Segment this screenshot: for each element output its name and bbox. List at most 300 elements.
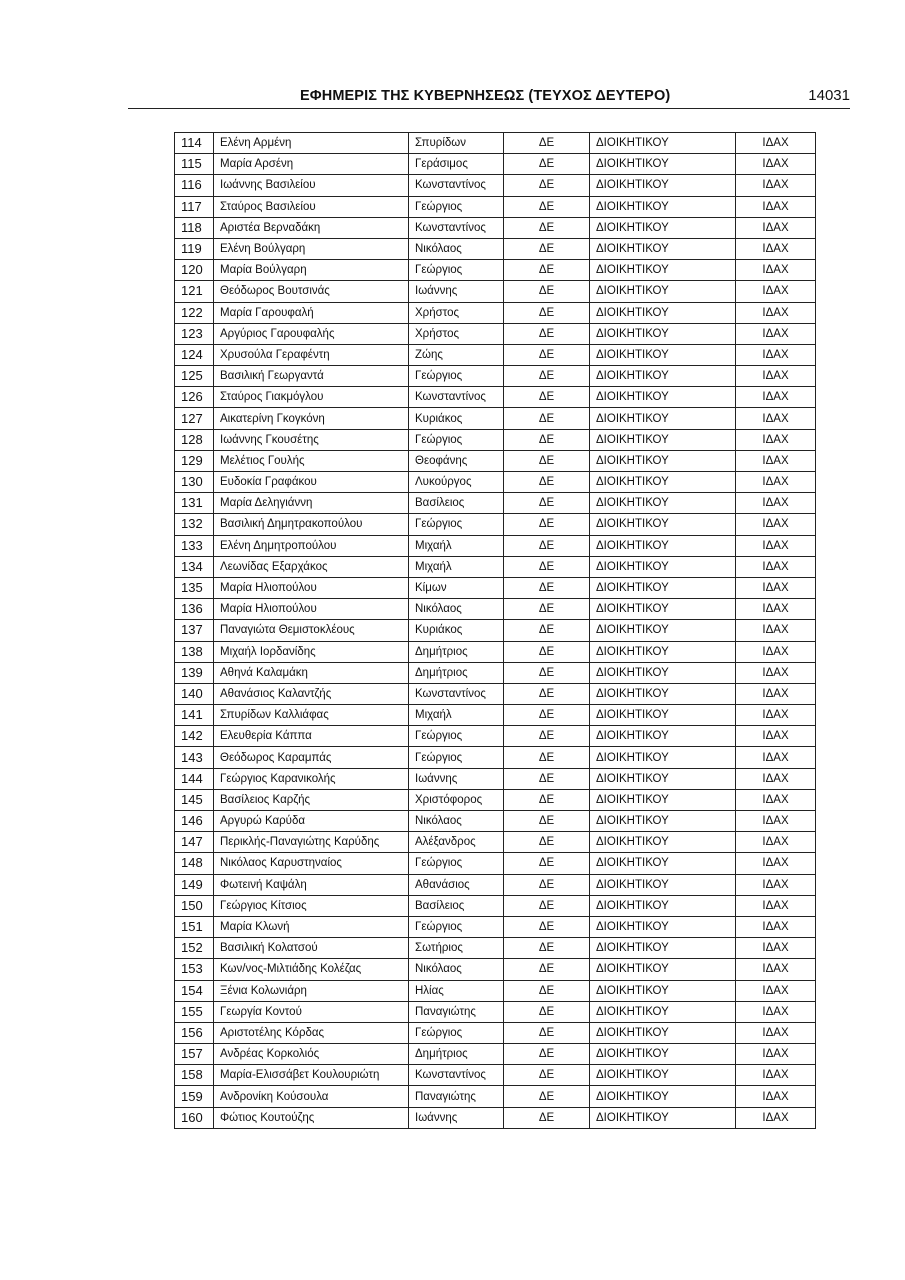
cell-row-number: 142 [175,726,214,747]
cell-father-name: Χρήστος [409,323,504,344]
cell-branch: ΔΙΟΙΚΗΤΙΚΟΥ [590,789,736,810]
cell-father-name: Ηλίας [409,980,504,1001]
cell-row-number: 140 [175,683,214,704]
cell-row-number: 147 [175,832,214,853]
cell-row-number: 119 [175,238,214,259]
cell-full-name: Μαρία Βούλγαρη [214,260,409,281]
cell-category: ΔΕ [504,641,590,662]
cell-category: ΔΕ [504,472,590,493]
cell-branch: ΔΙΟΙΚΗΤΙΚΟΥ [590,662,736,683]
cell-father-name: Δημήτριος [409,1044,504,1065]
table-row [175,1065,816,1086]
cell-employment-type: ΙΔΑΧ [736,175,816,196]
cell-category: ΔΕ [504,196,590,217]
cell-father-name: Ιωάννης [409,768,504,789]
table-row [175,323,816,344]
cell-category: ΔΕ [504,344,590,365]
cell-category: ΔΕ [504,980,590,1001]
cell-employment-type: ΙΔΑΧ [736,620,816,641]
cell-full-name: Αργύριος Γαρουφαλής [214,323,409,344]
cell-branch: ΔΙΟΙΚΗΤΙΚΟΥ [590,175,736,196]
cell-branch: ΔΙΟΙΚΗΤΙΚΟΥ [590,408,736,429]
cell-employment-type: ΙΔΑΧ [736,832,816,853]
cell-category: ΔΕ [504,683,590,704]
cell-full-name: Παναγιώτα Θεμιστοκλέους [214,620,409,641]
cell-branch: ΔΙΟΙΚΗΤΙΚΟΥ [590,450,736,471]
cell-branch: ΔΙΟΙΚΗΤΙΚΟΥ [590,811,736,832]
cell-branch: ΔΙΟΙΚΗΤΙΚΟΥ [590,1044,736,1065]
cell-father-name: Κωνσταντίνος [409,683,504,704]
cell-branch: ΔΙΟΙΚΗΤΙΚΟΥ [590,641,736,662]
cell-full-name: Μαρία-Ελισσάβετ Κουλουριώτη [214,1065,409,1086]
cell-father-name: Γεώργιος [409,726,504,747]
cell-row-number: 126 [175,387,214,408]
table-row [175,811,816,832]
table-row [175,302,816,323]
cell-category: ΔΕ [504,577,590,598]
cell-branch: ΔΙΟΙΚΗΤΙΚΟΥ [590,493,736,514]
cell-father-name: Κίμων [409,577,504,598]
cell-employment-type: ΙΔΑΧ [736,1086,816,1107]
cell-full-name: Λεωνίδας Εξαρχάκος [214,556,409,577]
table-row [175,705,816,726]
cell-father-name: Γεώργιος [409,260,504,281]
cell-branch: ΔΙΟΙΚΗΤΙΚΟΥ [590,1065,736,1086]
cell-employment-type: ΙΔΑΧ [736,1065,816,1086]
table-row [175,620,816,641]
cell-row-number: 146 [175,811,214,832]
table-row [175,514,816,535]
cell-father-name: Κυριάκος [409,408,504,429]
cell-father-name: Κυριάκος [409,620,504,641]
cell-employment-type: ΙΔΑΧ [736,938,816,959]
cell-employment-type: ΙΔΑΧ [736,811,816,832]
cell-father-name: Γεράσιμος [409,154,504,175]
table-row [175,154,816,175]
cell-full-name: Ιωάννης Βασιλείου [214,175,409,196]
cell-branch: ΔΙΟΙΚΗΤΙΚΟΥ [590,1107,736,1128]
cell-branch: ΔΙΟΙΚΗΤΙΚΟΥ [590,683,736,704]
cell-branch: ΔΙΟΙΚΗΤΙΚΟΥ [590,599,736,620]
cell-row-number: 149 [175,874,214,895]
cell-row-number: 145 [175,789,214,810]
cell-employment-type: ΙΔΑΧ [736,1022,816,1043]
cell-employment-type: ΙΔΑΧ [736,916,816,937]
cell-employment-type: ΙΔΑΧ [736,577,816,598]
cell-category: ΔΕ [504,450,590,471]
table-row [175,238,816,259]
cell-category: ΔΕ [504,895,590,916]
cell-employment-type: ΙΔΑΧ [736,281,816,302]
cell-father-name: Νικόλαος [409,811,504,832]
cell-employment-type: ΙΔΑΧ [736,853,816,874]
cell-row-number: 129 [175,450,214,471]
cell-row-number: 136 [175,599,214,620]
cell-row-number: 154 [175,980,214,1001]
cell-row-number: 127 [175,408,214,429]
cell-branch: ΔΙΟΙΚΗΤΙΚΟΥ [590,260,736,281]
cell-row-number: 121 [175,281,214,302]
table-row [175,217,816,238]
table-row [175,408,816,429]
cell-father-name: Μιχαήλ [409,705,504,726]
cell-employment-type: ΙΔΑΧ [736,1001,816,1022]
cell-branch: ΔΙΟΙΚΗΤΙΚΟΥ [590,154,736,175]
cell-full-name: Βασιλική Γεωργαντά [214,366,409,387]
cell-row-number: 135 [175,577,214,598]
cell-full-name: Ευδοκία Γραφάκου [214,472,409,493]
cell-branch: ΔΙΟΙΚΗΤΙΚΟΥ [590,366,736,387]
cell-branch: ΔΙΟΙΚΗΤΙΚΟΥ [590,577,736,598]
cell-full-name: Ξένια Κολωνιάρη [214,980,409,1001]
cell-row-number: 115 [175,154,214,175]
table-row [175,472,816,493]
cell-father-name: Παναγιώτης [409,1086,504,1107]
cell-row-number: 120 [175,260,214,281]
cell-branch: ΔΙΟΙΚΗΤΙΚΟΥ [590,302,736,323]
cell-category: ΔΕ [504,620,590,641]
cell-full-name: Βασιλική Κολατσού [214,938,409,959]
cell-father-name: Κωνσταντίνος [409,217,504,238]
cell-row-number: 124 [175,344,214,365]
cell-employment-type: ΙΔΑΧ [736,366,816,387]
table-row [175,832,816,853]
cell-full-name: Μιχαήλ Ιορδανίδης [214,641,409,662]
cell-employment-type: ΙΔΑΧ [736,980,816,1001]
cell-branch: ΔΙΟΙΚΗΤΙΚΟΥ [590,768,736,789]
cell-row-number: 151 [175,916,214,937]
table-row [175,683,816,704]
cell-row-number: 131 [175,493,214,514]
cell-row-number: 130 [175,472,214,493]
cell-full-name: Αργυρώ Καρύδα [214,811,409,832]
cell-full-name: Φωτεινή Καψάλη [214,874,409,895]
table-row [175,535,816,556]
cell-row-number: 132 [175,514,214,535]
table-row [175,175,816,196]
cell-employment-type: ΙΔΑΧ [736,344,816,365]
cell-employment-type: ΙΔΑΧ [736,450,816,471]
cell-row-number: 122 [175,302,214,323]
cell-employment-type: ΙΔΑΧ [736,874,816,895]
cell-category: ΔΕ [504,832,590,853]
cell-row-number: 152 [175,938,214,959]
cell-father-name: Βασίλειος [409,493,504,514]
cell-row-number: 133 [175,535,214,556]
table-row [175,916,816,937]
cell-branch: ΔΙΟΙΚΗΤΙΚΟΥ [590,1001,736,1022]
cell-father-name: Δημήτριος [409,662,504,683]
page-number: 14031 [808,87,850,104]
cell-full-name: Γεώργιος Κίτσιος [214,895,409,916]
cell-employment-type: ΙΔΑΧ [736,535,816,556]
cell-father-name: Ζώης [409,344,504,365]
cell-father-name: Ιωάννης [409,281,504,302]
cell-employment-type: ΙΔΑΧ [736,323,816,344]
table-row [175,641,816,662]
cell-employment-type: ΙΔΑΧ [736,556,816,577]
cell-category: ΔΕ [504,387,590,408]
cell-full-name: Γεωργία Κοντού [214,1001,409,1022]
cell-row-number: 137 [175,620,214,641]
cell-full-name: Ανδρέας Κορκολιός [214,1044,409,1065]
table-row [175,260,816,281]
page-header [128,86,850,109]
cell-father-name: Χρήστος [409,302,504,323]
table-row [175,366,816,387]
cell-branch: ΔΙΟΙΚΗΤΙΚΟΥ [590,429,736,450]
cell-full-name: Ελένη Βούλγαρη [214,238,409,259]
cell-father-name: Γεώργιος [409,853,504,874]
cell-category: ΔΕ [504,281,590,302]
cell-full-name: Ελευθερία Κάππα [214,726,409,747]
cell-row-number: 128 [175,429,214,450]
cell-category: ΔΕ [504,175,590,196]
cell-father-name: Λυκούργος [409,472,504,493]
cell-category: ΔΕ [504,238,590,259]
cell-row-number: 153 [175,959,214,980]
cell-branch: ΔΙΟΙΚΗΤΙΚΟΥ [590,832,736,853]
cell-branch: ΔΙΟΙΚΗΤΙΚΟΥ [590,959,736,980]
cell-row-number: 123 [175,323,214,344]
cell-father-name: Γεώργιος [409,196,504,217]
personnel-table-body [175,133,816,1129]
cell-employment-type: ΙΔΑΧ [736,726,816,747]
cell-full-name: Βασιλική Δημητρακοπούλου [214,514,409,535]
cell-row-number: 125 [175,366,214,387]
table-row [175,747,816,768]
cell-branch: ΔΙΟΙΚΗΤΙΚΟΥ [590,196,736,217]
table-row [175,789,816,810]
cell-branch: ΔΙΟΙΚΗΤΙΚΟΥ [590,535,736,556]
cell-father-name: Δημήτριος [409,641,504,662]
cell-employment-type: ΙΔΑΧ [736,238,816,259]
cell-father-name: Βασίλειος [409,895,504,916]
cell-branch: ΔΙΟΙΚΗΤΙΚΟΥ [590,980,736,1001]
cell-branch: ΔΙΟΙΚΗΤΙΚΟΥ [590,387,736,408]
cell-full-name: Χρυσούλα Γεραφέντη [214,344,409,365]
table-row [175,874,816,895]
gazette-title: ΕΦΗΜΕΡΙΣ ΤΗΣ ΚΥΒΕΡΝΗΣΕΩΣ (ΤΕΥΧΟΣ ΔΕΥΤΕΡΟ) [300,88,671,104]
cell-category: ΔΕ [504,1044,590,1065]
cell-branch: ΔΙΟΙΚΗΤΙΚΟΥ [590,853,736,874]
cell-branch: ΔΙΟΙΚΗΤΙΚΟΥ [590,281,736,302]
cell-category: ΔΕ [504,747,590,768]
cell-full-name: Σταύρος Βασιλείου [214,196,409,217]
cell-employment-type: ΙΔΑΧ [736,768,816,789]
cell-branch: ΔΙΟΙΚΗΤΙΚΟΥ [590,238,736,259]
cell-row-number: 143 [175,747,214,768]
cell-employment-type: ΙΔΑΧ [736,217,816,238]
cell-full-name: Ιωάννης Γκουσέτης [214,429,409,450]
cell-category: ΔΕ [504,366,590,387]
table-row [175,938,816,959]
cell-father-name: Νικόλαος [409,599,504,620]
cell-full-name: Νικόλαος Καρυστηναίος [214,853,409,874]
cell-father-name: Κωνσταντίνος [409,175,504,196]
cell-full-name: Μαρία Γαρουφαλή [214,302,409,323]
cell-full-name: Θεόδωρος Καραμπάς [214,747,409,768]
table-row [175,768,816,789]
table-row [175,429,816,450]
table-row [175,344,816,365]
cell-full-name: Αθηνά Καλαμάκη [214,662,409,683]
table-row [175,196,816,217]
cell-category: ΔΕ [504,1107,590,1128]
cell-category: ΔΕ [504,959,590,980]
cell-category: ΔΕ [504,154,590,175]
cell-branch: ΔΙΟΙΚΗΤΙΚΟΥ [590,747,736,768]
cell-father-name: Γεώργιος [409,366,504,387]
cell-employment-type: ΙΔΑΧ [736,599,816,620]
cell-employment-type: ΙΔΑΧ [736,895,816,916]
cell-father-name: Νικόλαος [409,238,504,259]
cell-row-number: 141 [175,705,214,726]
cell-full-name: Αριστοτέλης Κόρδας [214,1022,409,1043]
table-row [175,1001,816,1022]
cell-father-name: Μιχαήλ [409,535,504,556]
cell-employment-type: ΙΔΑΧ [736,196,816,217]
cell-branch: ΔΙΟΙΚΗΤΙΚΟΥ [590,1086,736,1107]
cell-category: ΔΕ [504,133,590,154]
cell-full-name: Ανδρονίκη Κούσουλα [214,1086,409,1107]
cell-father-name: Αλέξανδρος [409,832,504,853]
cell-full-name: Μελέτιος Γουλής [214,450,409,471]
cell-category: ΔΕ [504,705,590,726]
table-row [175,1022,816,1043]
cell-employment-type: ΙΔΑΧ [736,514,816,535]
cell-employment-type: ΙΔΑΧ [736,472,816,493]
cell-employment-type: ΙΔΑΧ [736,260,816,281]
cell-category: ΔΕ [504,789,590,810]
cell-branch: ΔΙΟΙΚΗΤΙΚΟΥ [590,344,736,365]
table-row [175,980,816,1001]
cell-full-name: Κων/νος-Μιλτιάδης Κολέζας [214,959,409,980]
cell-full-name: Βασίλειος Καρζής [214,789,409,810]
personnel-table [174,132,816,1129]
cell-father-name: Νικόλαος [409,959,504,980]
cell-branch: ΔΙΟΙΚΗΤΙΚΟΥ [590,556,736,577]
cell-category: ΔΕ [504,556,590,577]
cell-branch: ΔΙΟΙΚΗΤΙΚΟΥ [590,726,736,747]
table-row [175,895,816,916]
cell-row-number: 158 [175,1065,214,1086]
cell-full-name: Μαρία Δεληγιάννη [214,493,409,514]
cell-row-number: 159 [175,1086,214,1107]
cell-row-number: 116 [175,175,214,196]
cell-row-number: 134 [175,556,214,577]
cell-branch: ΔΙΟΙΚΗΤΙΚΟΥ [590,874,736,895]
cell-branch: ΔΙΟΙΚΗΤΙΚΟΥ [590,705,736,726]
cell-father-name: Κωνσταντίνος [409,387,504,408]
cell-employment-type: ΙΔΑΧ [736,662,816,683]
cell-branch: ΔΙΟΙΚΗΤΙΚΟΥ [590,514,736,535]
cell-branch: ΔΙΟΙΚΗΤΙΚΟΥ [590,938,736,959]
cell-category: ΔΕ [504,429,590,450]
cell-father-name: Αθανάσιος [409,874,504,895]
table-row [175,1107,816,1128]
cell-category: ΔΕ [504,874,590,895]
cell-category: ΔΕ [504,853,590,874]
cell-category: ΔΕ [504,599,590,620]
cell-category: ΔΕ [504,1065,590,1086]
table-row [175,1086,816,1107]
cell-branch: ΔΙΟΙΚΗΤΙΚΟΥ [590,916,736,937]
cell-father-name: Γεώργιος [409,514,504,535]
cell-branch: ΔΙΟΙΚΗΤΙΚΟΥ [590,1022,736,1043]
cell-father-name: Χριστόφορος [409,789,504,810]
table-row [175,133,816,154]
cell-category: ΔΕ [504,811,590,832]
cell-employment-type: ΙΔΑΧ [736,747,816,768]
cell-row-number: 114 [175,133,214,154]
cell-branch: ΔΙΟΙΚΗΤΙΚΟΥ [590,472,736,493]
cell-father-name: Θεοφάνης [409,450,504,471]
cell-row-number: 156 [175,1022,214,1043]
cell-category: ΔΕ [504,662,590,683]
cell-father-name: Γεώργιος [409,916,504,937]
cell-father-name: Σπυρίδων [409,133,504,154]
cell-employment-type: ΙΔΑΧ [736,387,816,408]
cell-row-number: 150 [175,895,214,916]
cell-employment-type: ΙΔΑΧ [736,154,816,175]
cell-category: ΔΕ [504,408,590,429]
table-row [175,959,816,980]
cell-row-number: 160 [175,1107,214,1128]
table-row [175,599,816,620]
cell-father-name: Γεώργιος [409,747,504,768]
cell-employment-type: ΙΔΑΧ [736,789,816,810]
cell-employment-type: ΙΔΑΧ [736,705,816,726]
cell-category: ΔΕ [504,1086,590,1107]
cell-employment-type: ΙΔΑΧ [736,1044,816,1065]
cell-branch: ΔΙΟΙΚΗΤΙΚΟΥ [590,217,736,238]
cell-category: ΔΕ [504,916,590,937]
table-row [175,556,816,577]
table-row [175,577,816,598]
cell-father-name: Γεώργιος [409,429,504,450]
cell-full-name: Σπυρίδων Καλλιάφας [214,705,409,726]
cell-father-name: Ιωάννης [409,1107,504,1128]
cell-employment-type: ΙΔΑΧ [736,429,816,450]
cell-row-number: 157 [175,1044,214,1065]
cell-father-name: Γεώργιος [409,1022,504,1043]
cell-full-name: Θεόδωρος Βουτσινάς [214,281,409,302]
cell-category: ΔΕ [504,260,590,281]
cell-category: ΔΕ [504,726,590,747]
cell-full-name: Μαρία Αρσένη [214,154,409,175]
cell-branch: ΔΙΟΙΚΗΤΙΚΟΥ [590,133,736,154]
cell-father-name: Κωνσταντίνος [409,1065,504,1086]
cell-employment-type: ΙΔΑΧ [736,302,816,323]
cell-father-name: Μιχαήλ [409,556,504,577]
cell-category: ΔΕ [504,938,590,959]
cell-full-name: Αικατερίνη Γκογκόνη [214,408,409,429]
cell-category: ΔΕ [504,1022,590,1043]
cell-category: ΔΕ [504,514,590,535]
cell-category: ΔΕ [504,217,590,238]
cell-category: ΔΕ [504,323,590,344]
table-row [175,281,816,302]
table-row [175,726,816,747]
cell-branch: ΔΙΟΙΚΗΤΙΚΟΥ [590,895,736,916]
cell-full-name: Ελένη Αρμένη [214,133,409,154]
cell-category: ΔΕ [504,493,590,514]
cell-employment-type: ΙΔΑΧ [736,641,816,662]
cell-father-name: Σωτήριος [409,938,504,959]
cell-category: ΔΕ [504,768,590,789]
cell-row-number: 155 [175,1001,214,1022]
